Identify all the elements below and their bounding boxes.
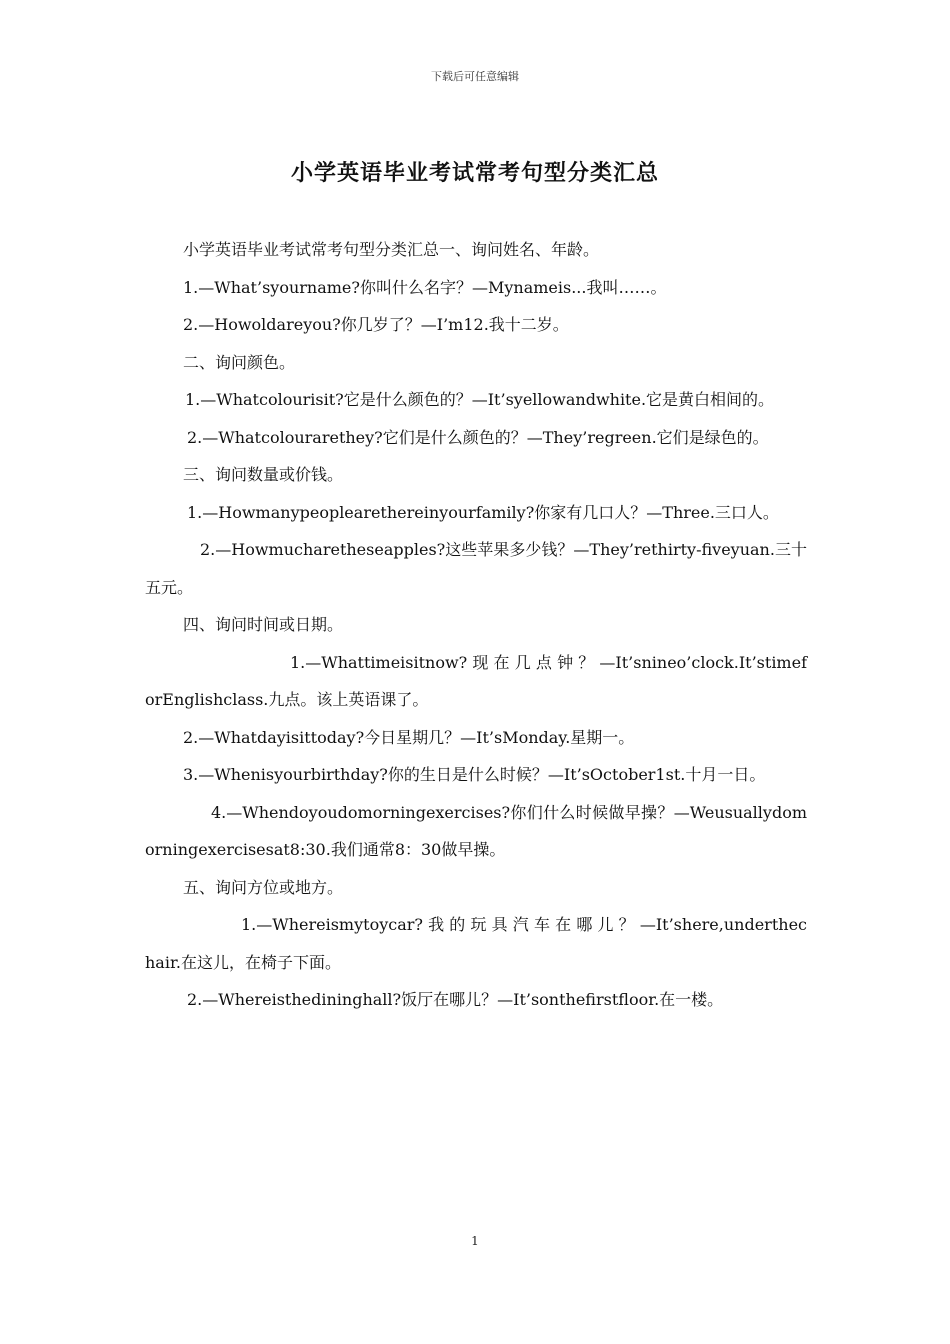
list-item: 1.—Whereismytoycar? 我 的 玩 具 汽 车 在 哪 儿 ？ —It’shere,underthechair.在这儿，在椅子下面。: [145, 915, 807, 972]
list-item: 1.—Howmanypeoplearethereinyourfamily?你家有几口人？—Three.三口人。: [187, 502, 779, 522]
list-item: 4.—Whendoyoudomorningexercises?你们什么时候做早操？—Weusuallydomorningexercisesat8:30.我们通常8：30做早操。: [145, 802, 807, 859]
intro-paragraph: 小学英语毕业考试常考句型分类汇总一、询问姓名、年龄。: [183, 240, 600, 259]
document-body: [145, 231, 807, 1019]
section-heading: 四、询问时间或日期。: [183, 615, 344, 634]
list-item: 2.—Whatdayisittoday?今日星期几？—It’sMonday.星期一。: [183, 727, 635, 747]
header-note: 下载后可任意编辑: [431, 70, 519, 83]
list-item: 3.—Whenisyourbirthday?你的生日是什么时候？—It’sOctober1st.十月一日。: [183, 765, 766, 784]
list-item: 1.—Whatcolourisit?它是什么颜色的？—It’syellowandwhite.它是黄白相间的。: [185, 390, 775, 409]
section-heading: 五、询问方位或地方。: [183, 877, 344, 897]
list-item: 2.—Whatcolourarethey?它们是什么颜色的？—They’regreen.它们是绿色的。: [187, 427, 769, 447]
page-title: 小学英语毕业考试常考句型分类汇总: [290, 160, 659, 186]
section-heading: 三、询问数量或价钱。: [183, 465, 344, 484]
list-item: 1.—Whattimeisitnow? 现 在 几 点 钟 ？ —It’snineo’clock.It’stimeforEnglishclass.九点。该上英语课了。: [145, 652, 807, 709]
list-item: 2.—Howmucharetheseapples?这些苹果多少钱？—They’rethirty-fiveyuan.三十五元。: [145, 540, 807, 597]
list-item: 2.—Whereisthedininghall?饭厅在哪儿？—It’sonthefirstfloor.在一楼。: [187, 990, 724, 1009]
list-item: 1.—What’syourname?你叫什么名字？—Mynameis...我叫……。: [183, 277, 667, 297]
section-heading: 二、询问颜色。: [183, 352, 296, 372]
page-number: 1: [471, 1234, 479, 1248]
list-item: 2.—Howoldareyou?你几岁了？—I’m12.我十二岁。: [183, 315, 569, 334]
